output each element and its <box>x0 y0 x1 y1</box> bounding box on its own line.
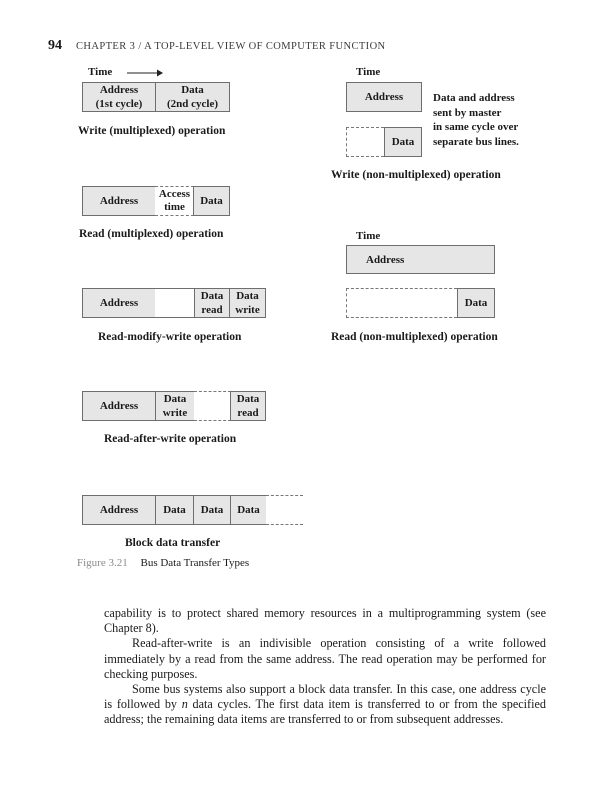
read-mux-data-box: Data <box>193 186 230 216</box>
write-mux-address-box: Address (1st cycle) <box>82 82 156 112</box>
block-data-box-3: Data <box>230 495 267 525</box>
raw-address-box: Address <box>82 391 156 421</box>
figure-caption <box>77 557 249 569</box>
read-mux-caption: Read (multiplexed) operation <box>79 228 224 240</box>
rmw-data-write-box: Data write <box>229 288 266 318</box>
write-nonmux-address-box: Address <box>346 82 422 112</box>
paragraph: Some bus systems also support a block data transfer. In this case, one address cycle is followed by n data cycles. The first data item is transferred to or from the specified address; the remaining data items are transferred to or from subsequent addresses. <box>104 682 547 727</box>
write-nonmux-caption: Write (non-multiplexed) operation <box>331 169 501 181</box>
write-mux-caption: Write (multiplexed) operation <box>78 125 226 137</box>
write-nonmux-note: Data and address sent by master in same cycle over separate bus lines. <box>433 92 519 148</box>
chapter-title: CHAPTER 3 / A TOP-LEVEL VIEW OF COMPUTER FUNCTION <box>76 41 386 52</box>
time-label: Time <box>356 66 381 78</box>
rmw-caption: Read-modify-write operation <box>98 331 242 343</box>
read-nonmux-address-box: Address <box>346 245 495 274</box>
block-data-box-2: Data <box>193 495 231 525</box>
write-mux-data-box: Data (2nd cycle) <box>155 82 230 112</box>
paragraph: Read-after-write is an indivisible operation consisting of a write followed immediately by a read from the same address. The read operation may be performed for checking purposes. <box>104 636 546 681</box>
read-nonmux-data-box: Data <box>457 288 495 318</box>
read-mux-access-time: Access time <box>155 186 194 216</box>
raw-caption: Read-after-write operation <box>104 433 237 445</box>
time-label: Time <box>88 66 113 78</box>
figure-title: Bus Data Transfer Types <box>140 557 250 569</box>
read-mux-address-box: Address <box>82 186 156 216</box>
page-number: 94 <box>48 38 62 53</box>
paragraph: capability is to protect shared memory resources in a multiprogramming system (see Chapter 8). <box>104 606 546 636</box>
write-nonmux-empty-slot <box>346 127 384 157</box>
block-caption: Block data transfer <box>125 537 221 549</box>
read-nonmux-empty-slot <box>346 288 457 318</box>
time-label: Time <box>356 230 381 242</box>
raw-gap <box>194 391 231 421</box>
raw-data-read-box: Data read <box>230 391 266 421</box>
read-nonmux-caption: Read (non-multiplexed) operation <box>331 331 498 343</box>
body-text <box>104 606 546 728</box>
write-nonmux-data-box: Data <box>384 127 422 157</box>
page-header <box>48 36 386 54</box>
block-continuation <box>266 495 303 525</box>
block-data-box-1: Data <box>155 495 194 525</box>
rmw-data-read-box: Data read <box>194 288 230 318</box>
figure-number: Figure 3.21 <box>77 557 128 569</box>
block-address-box: Address <box>82 495 156 525</box>
rmw-gap <box>155 288 195 318</box>
rmw-address-box: Address <box>82 288 156 318</box>
time-arrow-icon <box>127 68 163 78</box>
raw-data-write-box: Data write <box>155 391 195 421</box>
